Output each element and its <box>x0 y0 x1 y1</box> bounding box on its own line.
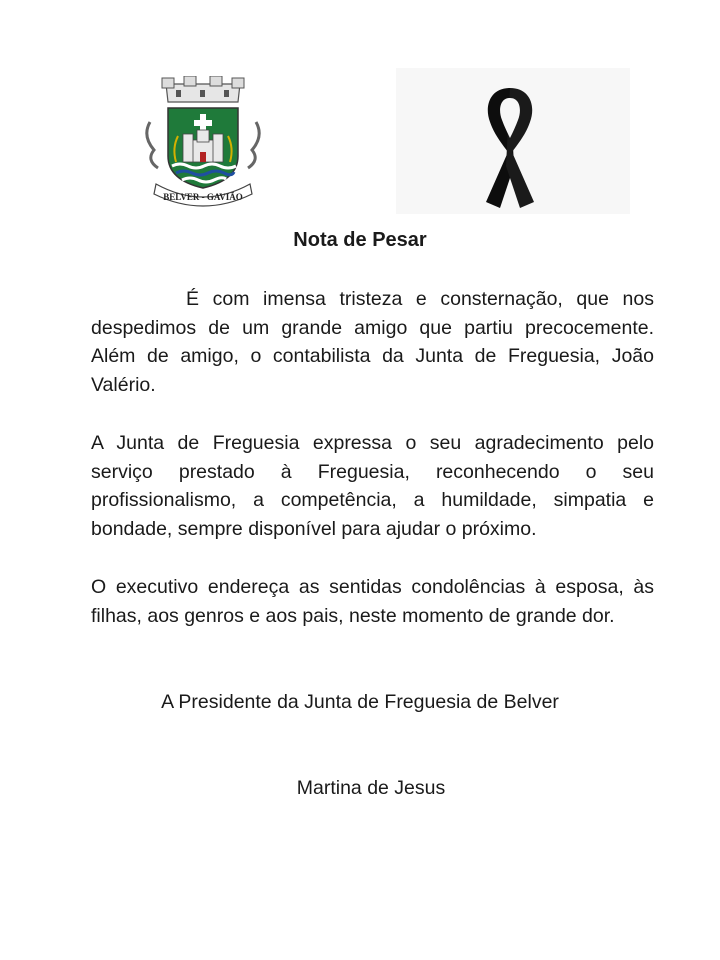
signature-role: A Presidente da Junta de Freguesia de Belver <box>161 691 559 713</box>
crest-motto: BELVER - GAVIÃO <box>163 192 243 202</box>
black-mourning-ribbon-icon <box>468 82 552 210</box>
paragraph-2: A Junta de Freguesia expressa o seu agradecimento pelo serviço prestado à Freguesia, reconhecendo o seu profissionalismo, a competência, a humildade, simpatia e bondade, sempre disponível para ajudar o próximo. <box>91 432 654 540</box>
shield-icon <box>168 108 238 188</box>
coat-of-arms-logo <box>140 76 266 210</box>
paragraph-3: O executivo endereça as sentidas condolências à esposa, às filhas, aos genros e aos pais, neste momento de grande dor. <box>91 576 654 627</box>
paragraph-1: É com imensa tristeza e consternação, que nos despedimos de um grande amigo que partiu precocemente. Além de amigo, o contabilista da Junta de Freguesia, João Valério. <box>91 288 654 396</box>
page-title: Nota de Pesar <box>293 229 427 251</box>
signature-name: Martina de Jesus <box>296 777 446 799</box>
mural-crown-icon <box>162 76 244 102</box>
